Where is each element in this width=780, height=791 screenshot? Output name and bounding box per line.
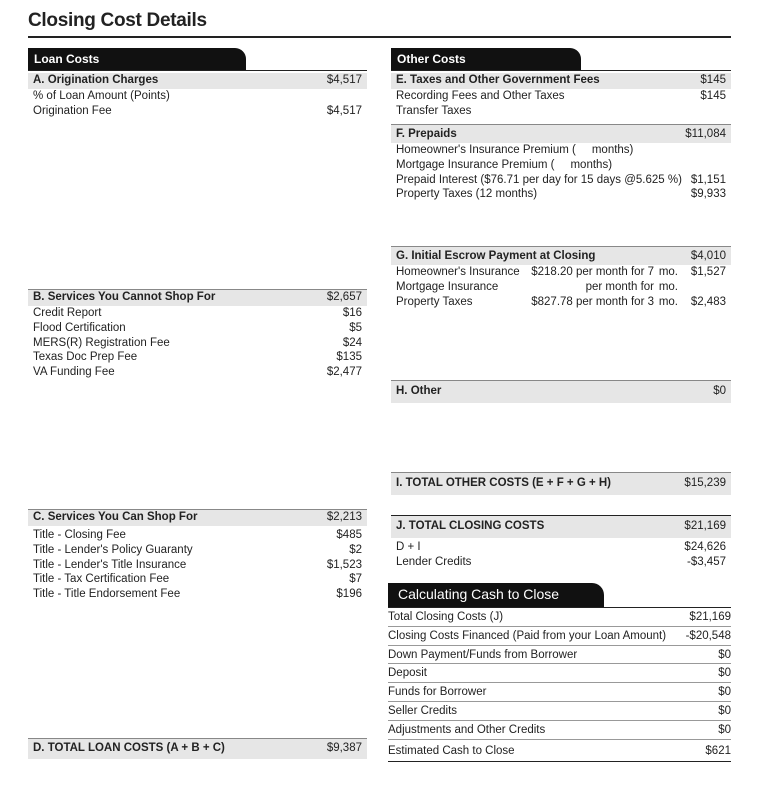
section-b-amount: $2,657 — [326, 291, 362, 303]
table-row: Adjustments and Other Credits $0 — [388, 721, 731, 740]
list-item: Property Taxes (12 months) $9,933 — [396, 188, 726, 201]
cash-to-close-table — [388, 607, 731, 762]
section-b-label: B. Services You Cannot Shop For — [33, 291, 216, 303]
section-e-amount: $145 — [700, 74, 726, 86]
section-i-label: I. TOTAL OTHER COSTS (E + F + G + H) — [396, 477, 612, 489]
section-i — [391, 472, 731, 495]
section-h — [391, 380, 731, 403]
list-item: Credit Report $16 — [33, 307, 362, 319]
section-b — [28, 289, 367, 380]
section-h-row — [391, 381, 731, 403]
section-f — [391, 124, 731, 202]
list-item: Transfer Taxes — [396, 104, 472, 117]
section-a — [28, 73, 367, 119]
loan-costs-header: Loan Costs — [28, 48, 246, 71]
section-g — [391, 246, 731, 309]
list-item: % of Loan Amount (Points) — [33, 90, 170, 102]
section-f-header — [391, 125, 731, 143]
loan-costs-rule — [28, 70, 367, 71]
list-item: Prepaid Interest ($76.71 per day for 15 days @5.625 %) $1,151 — [396, 173, 726, 186]
other-costs-rule — [391, 70, 731, 71]
list-item: Homeowner's Insurance Premium ( months) — [396, 144, 634, 156]
section-a-header — [28, 73, 367, 89]
table-row: Down Payment/Funds from Borrower $0 — [388, 646, 731, 665]
page-title: Closing Cost Details — [28, 10, 207, 31]
section-j — [391, 515, 731, 570]
list-item: Title - Lender's Policy Guaranty $2 — [33, 543, 362, 556]
section-g-label: G. Initial Escrow Payment at Closing — [396, 250, 596, 262]
title-divider — [28, 36, 731, 38]
list-item: Title - Title Endorsement Fee $196 — [33, 588, 362, 601]
list-item: D + I $24,626 — [396, 541, 726, 553]
section-d-row — [28, 739, 367, 759]
section-g-amount: $4,010 — [690, 250, 726, 262]
cash-to-close-header: Calculating Cash to Close — [388, 583, 604, 607]
section-f-amount: $11,084 — [685, 128, 726, 140]
section-h-label: H. Other — [396, 385, 442, 397]
list-item: Lender Credits -$3,457 — [396, 555, 726, 568]
table-row: Estimated Cash to Close $621 — [388, 740, 731, 762]
section-c-header — [28, 510, 367, 526]
section-a-amount: $4,517 — [326, 74, 362, 86]
section-d — [28, 738, 367, 759]
section-d-amount: $9,387 — [326, 742, 362, 754]
table-row: Seller Credits $0 — [388, 702, 731, 721]
section-j-label: J. TOTAL CLOSING COSTS — [396, 520, 545, 532]
section-b-header — [28, 290, 367, 306]
table-row: Closing Costs Financed (Paid from your Loan Amount) -$20,548 — [388, 627, 731, 646]
list-item: Property Taxes $827.78 per month for 3 mo. $2,483 — [396, 295, 726, 308]
section-e — [391, 73, 731, 119]
section-j-header — [391, 516, 731, 538]
section-f-label: F. Prepaids — [396, 128, 457, 140]
list-item: VA Funding Fee $2,477 — [33, 366, 362, 379]
section-a-label: A. Origination Charges — [33, 74, 159, 86]
table-row: Total Closing Costs (J) $21,169 — [388, 608, 731, 627]
table-row: Funds for Borrower $0 — [388, 683, 731, 702]
section-i-amount: $15,239 — [684, 477, 726, 489]
list-item: Flood Certification $5 — [33, 321, 362, 334]
list-item: Homeowner's Insurance $218.20 per month for 7 mo. $1,527 — [396, 266, 726, 278]
list-item: Texas Doc Prep Fee $135 — [33, 351, 362, 364]
section-d-label: D. TOTAL LOAN COSTS (A + B + C) — [33, 742, 225, 754]
section-e-header — [391, 73, 731, 89]
list-item: MERS(R) Registration Fee $24 — [33, 336, 362, 349]
list-item: Title - Lender's Title Insurance $1,523 — [33, 558, 362, 571]
section-c — [28, 509, 367, 602]
section-e-label: E. Taxes and Other Government Fees — [396, 74, 600, 86]
list-item: Recording Fees and Other Taxes $145 — [396, 90, 726, 102]
table-row: Deposit $0 — [388, 664, 731, 683]
list-item: Mortgage Insurance per month for mo. — [396, 280, 678, 293]
list-item: Mortgage Insurance Premium ( months) — [396, 158, 613, 171]
list-item: Title - Tax Certification Fee $7 — [33, 573, 362, 586]
section-c-label: C. Services You Can Shop For — [33, 511, 198, 523]
other-costs-header: Other Costs — [391, 48, 581, 71]
section-c-amount: $2,213 — [326, 511, 362, 523]
section-i-row — [391, 473, 731, 495]
section-j-amount: $21,169 — [684, 520, 726, 532]
section-g-header — [391, 247, 731, 265]
list-item: Origination Fee $4,517 — [33, 104, 362, 117]
list-item: Title - Closing Fee $485 — [33, 529, 362, 541]
section-h-amount: $0 — [713, 385, 726, 397]
